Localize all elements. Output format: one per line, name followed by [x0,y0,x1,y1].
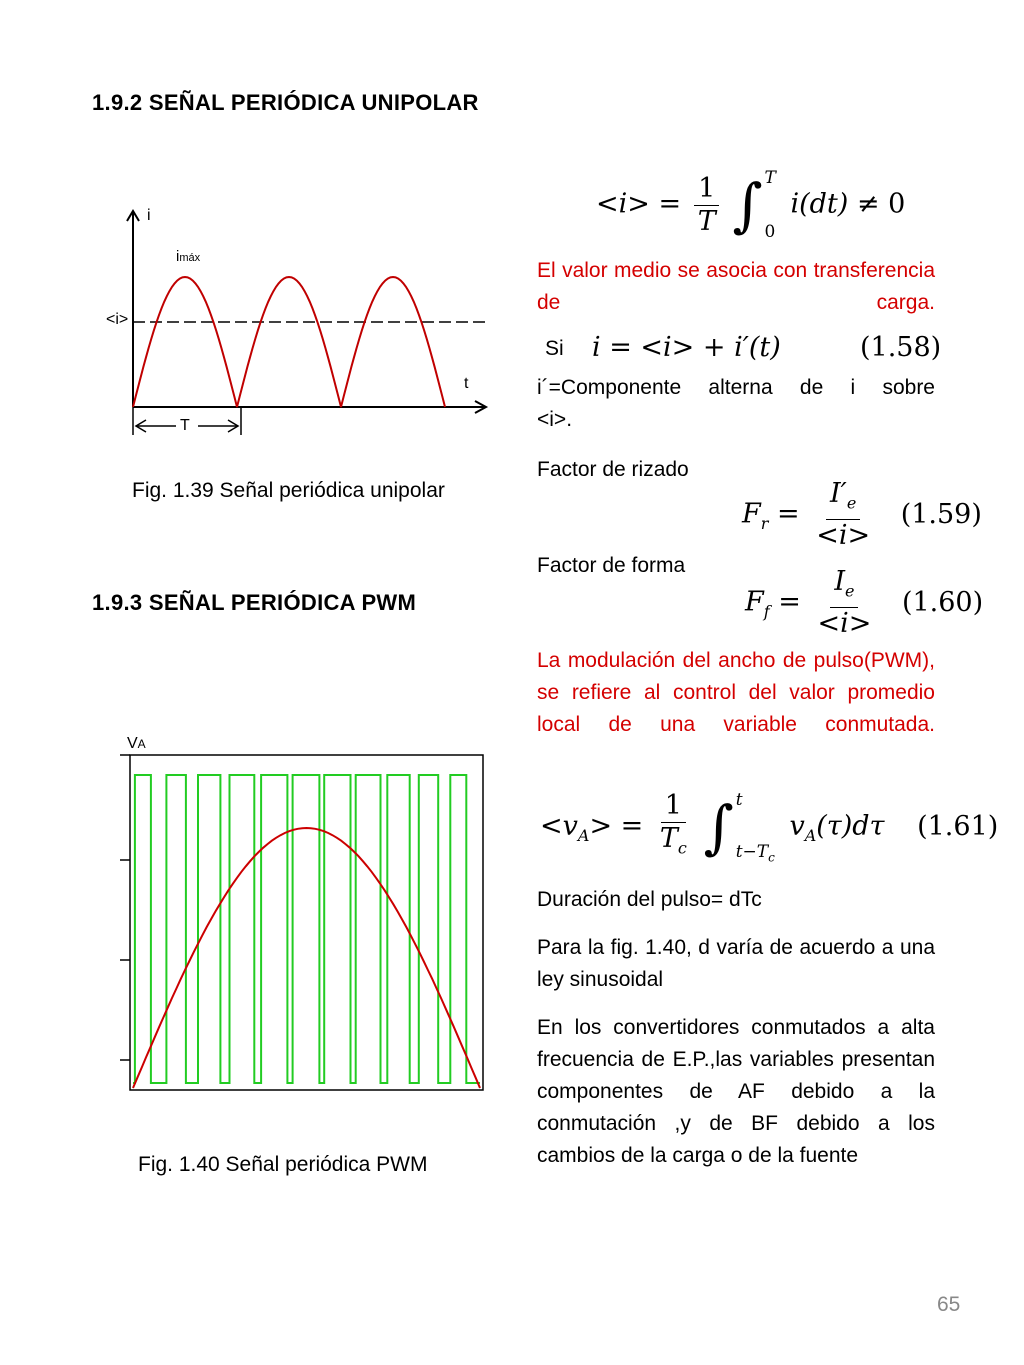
eq159-num: I′ [830,478,847,509]
imax-label-sub: máx [179,252,201,264]
pwm-signal-figure [115,750,495,1100]
average-equation [596,168,905,242]
imax-label-main: i [176,248,180,265]
avg-eq-integrand: i(dt) [790,188,849,220]
pwm-frame [130,755,483,1090]
eq161-lhs: <v [540,810,578,842]
eq160-number: (1.60) [901,586,984,618]
integral-sign-pwm: ∫ [703,793,734,862]
eq161-den-sub: c [677,838,687,858]
va-label-sub: A [137,737,146,751]
eq161-den: T [659,823,678,854]
eq161-num: 1 [661,790,686,823]
y-axis-label: i [147,207,151,224]
eq161-lower-sub: c [768,850,775,865]
fig140-description: Para la fig. 1.40, d varía de acuerdo a una ley sinusoidal [537,936,935,991]
ac-component-line2: <i>. [537,408,573,431]
eq160-num-sub: e [845,581,855,601]
period-label: T [180,417,190,434]
converters-description: En los convertidores conmutados a alta frecuencia de E.P.,las variables presentan componentes de AF debido a la conmutación ,y de BF debido a los cambios de la carga o de la fuente [537,1016,935,1167]
eq-1-61 [540,790,998,864]
avg-eq-num: 1 [694,173,719,206]
eq160-lhs: F [745,586,764,618]
eq159-lhs-sub: r [760,514,769,534]
figure-caption-140: Fig. 1.40 Señal periódica PWM [138,1153,428,1176]
eq159-num-sub: e [846,493,857,513]
eq161-integrand-sub: A [804,826,817,846]
eq161-lhs-end: > [589,810,613,842]
eq160-num: I [834,566,846,597]
va-label-main: V [127,735,138,752]
avg-description: El valor medio se asocia con transferencia de carga. [537,259,935,314]
eq161-lhs-sub: A [577,826,590,846]
eq-1-60 [745,566,983,640]
pulse-duration: Duración del pulso= dTc [537,888,762,911]
section-heading-pwm: 1.9.3 SEÑAL PERIÓDICA PWM [92,590,417,615]
eq159-lhs: F [742,498,761,530]
eq-1-58-expression: i = <i> + i′(t) [592,332,781,363]
eq161-number: (1.61) [917,810,999,842]
eq160-equals: = [778,586,801,618]
eq161-integrand-end: (τ)dτ [816,810,885,842]
eq159-equals: = [776,498,800,530]
eq-1-58-number: (1.58) [860,332,942,363]
unipolar-signal-figure [100,195,500,440]
avg-eq-lhs: <i> [596,188,650,220]
figure-caption-139: Fig. 1.39 Señal periódica unipolar [132,479,445,502]
ac-component-line1: i´=Componente alterna de i sobre [537,376,935,399]
average-label: <i> [106,311,129,328]
avg-eq-upper-limit: T [764,168,776,188]
eq161-upper-limit: t [735,790,743,811]
avg-eq-rhs: ≠ 0 [856,188,906,220]
ripple-factor-label: Factor de rizado [537,458,689,481]
eq159-den: <i> [816,520,871,552]
rectified-wave [133,277,445,407]
avg-eq-den: T [697,205,716,237]
avg-eq-lower-limit: 0 [764,222,776,242]
eq161-equals: = [620,810,644,842]
eq160-lhs-sub: f [763,602,770,622]
section-heading-unipolar: 1.9.2 SEÑAL PERIÓDICA UNIPOLAR [92,90,479,115]
x-axis-label: t [464,375,469,392]
page-number: 65 [937,1293,961,1316]
integral-sign: ∫ [732,171,763,239]
form-factor-label: Factor de forma [537,554,686,577]
eq160-den: <i> [817,608,872,640]
imax-label [176,248,200,265]
eq159-number: (1.59) [900,498,982,530]
eq161-integrand: v [789,810,805,842]
si-label: Si [545,337,564,360]
eq161-lower-limit: t−T [735,841,769,862]
avg-eq-equals: = [658,188,682,220]
eq-1-59 [742,478,982,552]
pwm-pulse-train [133,775,480,1083]
pwm-description: La modulación del ancho de pulso(PWM), se refiere al control del valor promedio local de una variable conmutada. [537,649,935,736]
